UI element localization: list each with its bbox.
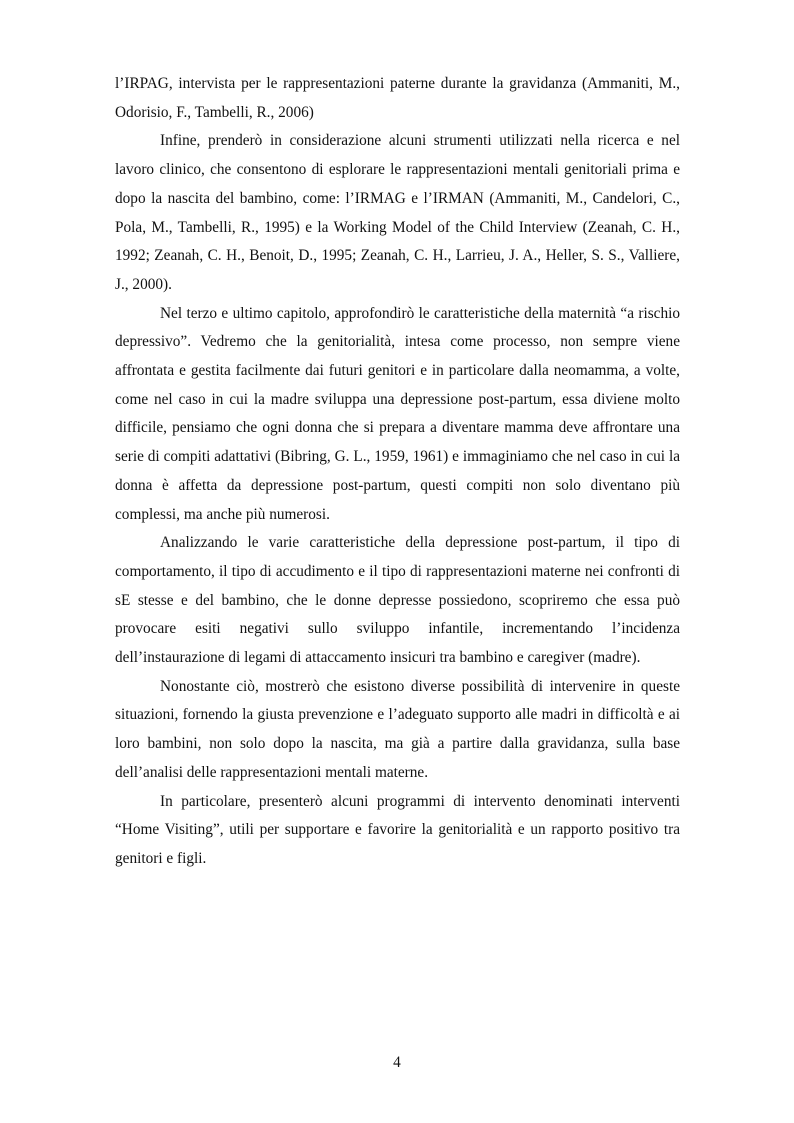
paragraph-intervento: Nonostante ciò, mostrerò che esistono diverse possibilità di intervenire in queste situazioni, fornendo la giusta prevenzione e l’adeguato supporto alle madri in difficoltà e ai loro bambini, non solo dopo la nascita, ma già a partire dalla gravidanza, sulla base dell’analisi delle rappresentazioni mentali materne. xyxy=(115,677,680,781)
paragraph-terzo-capitolo: Nel terzo e ultimo capitolo, approfondirò le caratteristiche della maternità “a rischio depressivo”. Vedremo che la genitorialità, intesa come processo, non sempre viene affrontata e gestita facilmente dai futuri genitori e in particolare dalla neomamma, a volte, come nel caso in cui la madre sviluppa una depressione post-partum, essa diviene molto difficile, pensiamo che ogni donna che si prepara a diventare mamma deve affrontare una serie di compiti adattativi (Bibring, G. L., 1959, 1961) e immaginiamo che nel caso in cui la donna è affetta da depressione post-partum, questi compiti non solo diventano più complessi, ma anche più numerosi. xyxy=(115,304,680,523)
paragraph-strumenti: Infine, prenderò in considerazione alcuni strumenti utilizzati nella ricerca e nel lavoro clinico, che consentono di esplorare le rappresentazioni mentali genitoriali prima e dopo la nascita del bambino, come: l’IRMAG e l’IRMAN (Ammaniti, M., Candelori, C., Pola, M., Tambelli, R., 1995) e la Working Model of the Child Interview (Zeanah, C. H., 1992; Zeanah, C. H., Benoit, D., 1995; Zeanah, C. H., Larrieu, J. A., Heller, S. S., Valliere, J., 2000). xyxy=(115,132,680,293)
paragraph-home-visiting: In particolare, presenterò alcuni programmi di intervento denominati interventi “Home Visiting”, utili per supportare e favorire la genitorialità e un rapporto positivo tra genitori e figli. xyxy=(115,792,680,867)
page-number: 4 xyxy=(393,1054,401,1071)
body-text xyxy=(115,70,680,874)
paragraph-depressione-post-partum: Analizzando le varie caratteristiche della depressione post-partum, il tipo di comportamento, il tipo di accudimento e il tipo di rappresentazioni materne nei confronti di sE stesse e del bambino, che le donne depresse possiedono, scopriremo che essa può provocare esiti negativi sullo sviluppo infantile, incrementando l’incidenza dell’instaurazione di legami di attaccamento insicuri tra bambino e caregiver (madre). xyxy=(115,534,680,667)
paragraph-irpag-continuation: l’IRPAG, intervista per le rappresentazioni paterne durante la gravidanza (Ammaniti, M., Odorisio, F., Tambelli, R., 2006) xyxy=(115,75,680,121)
